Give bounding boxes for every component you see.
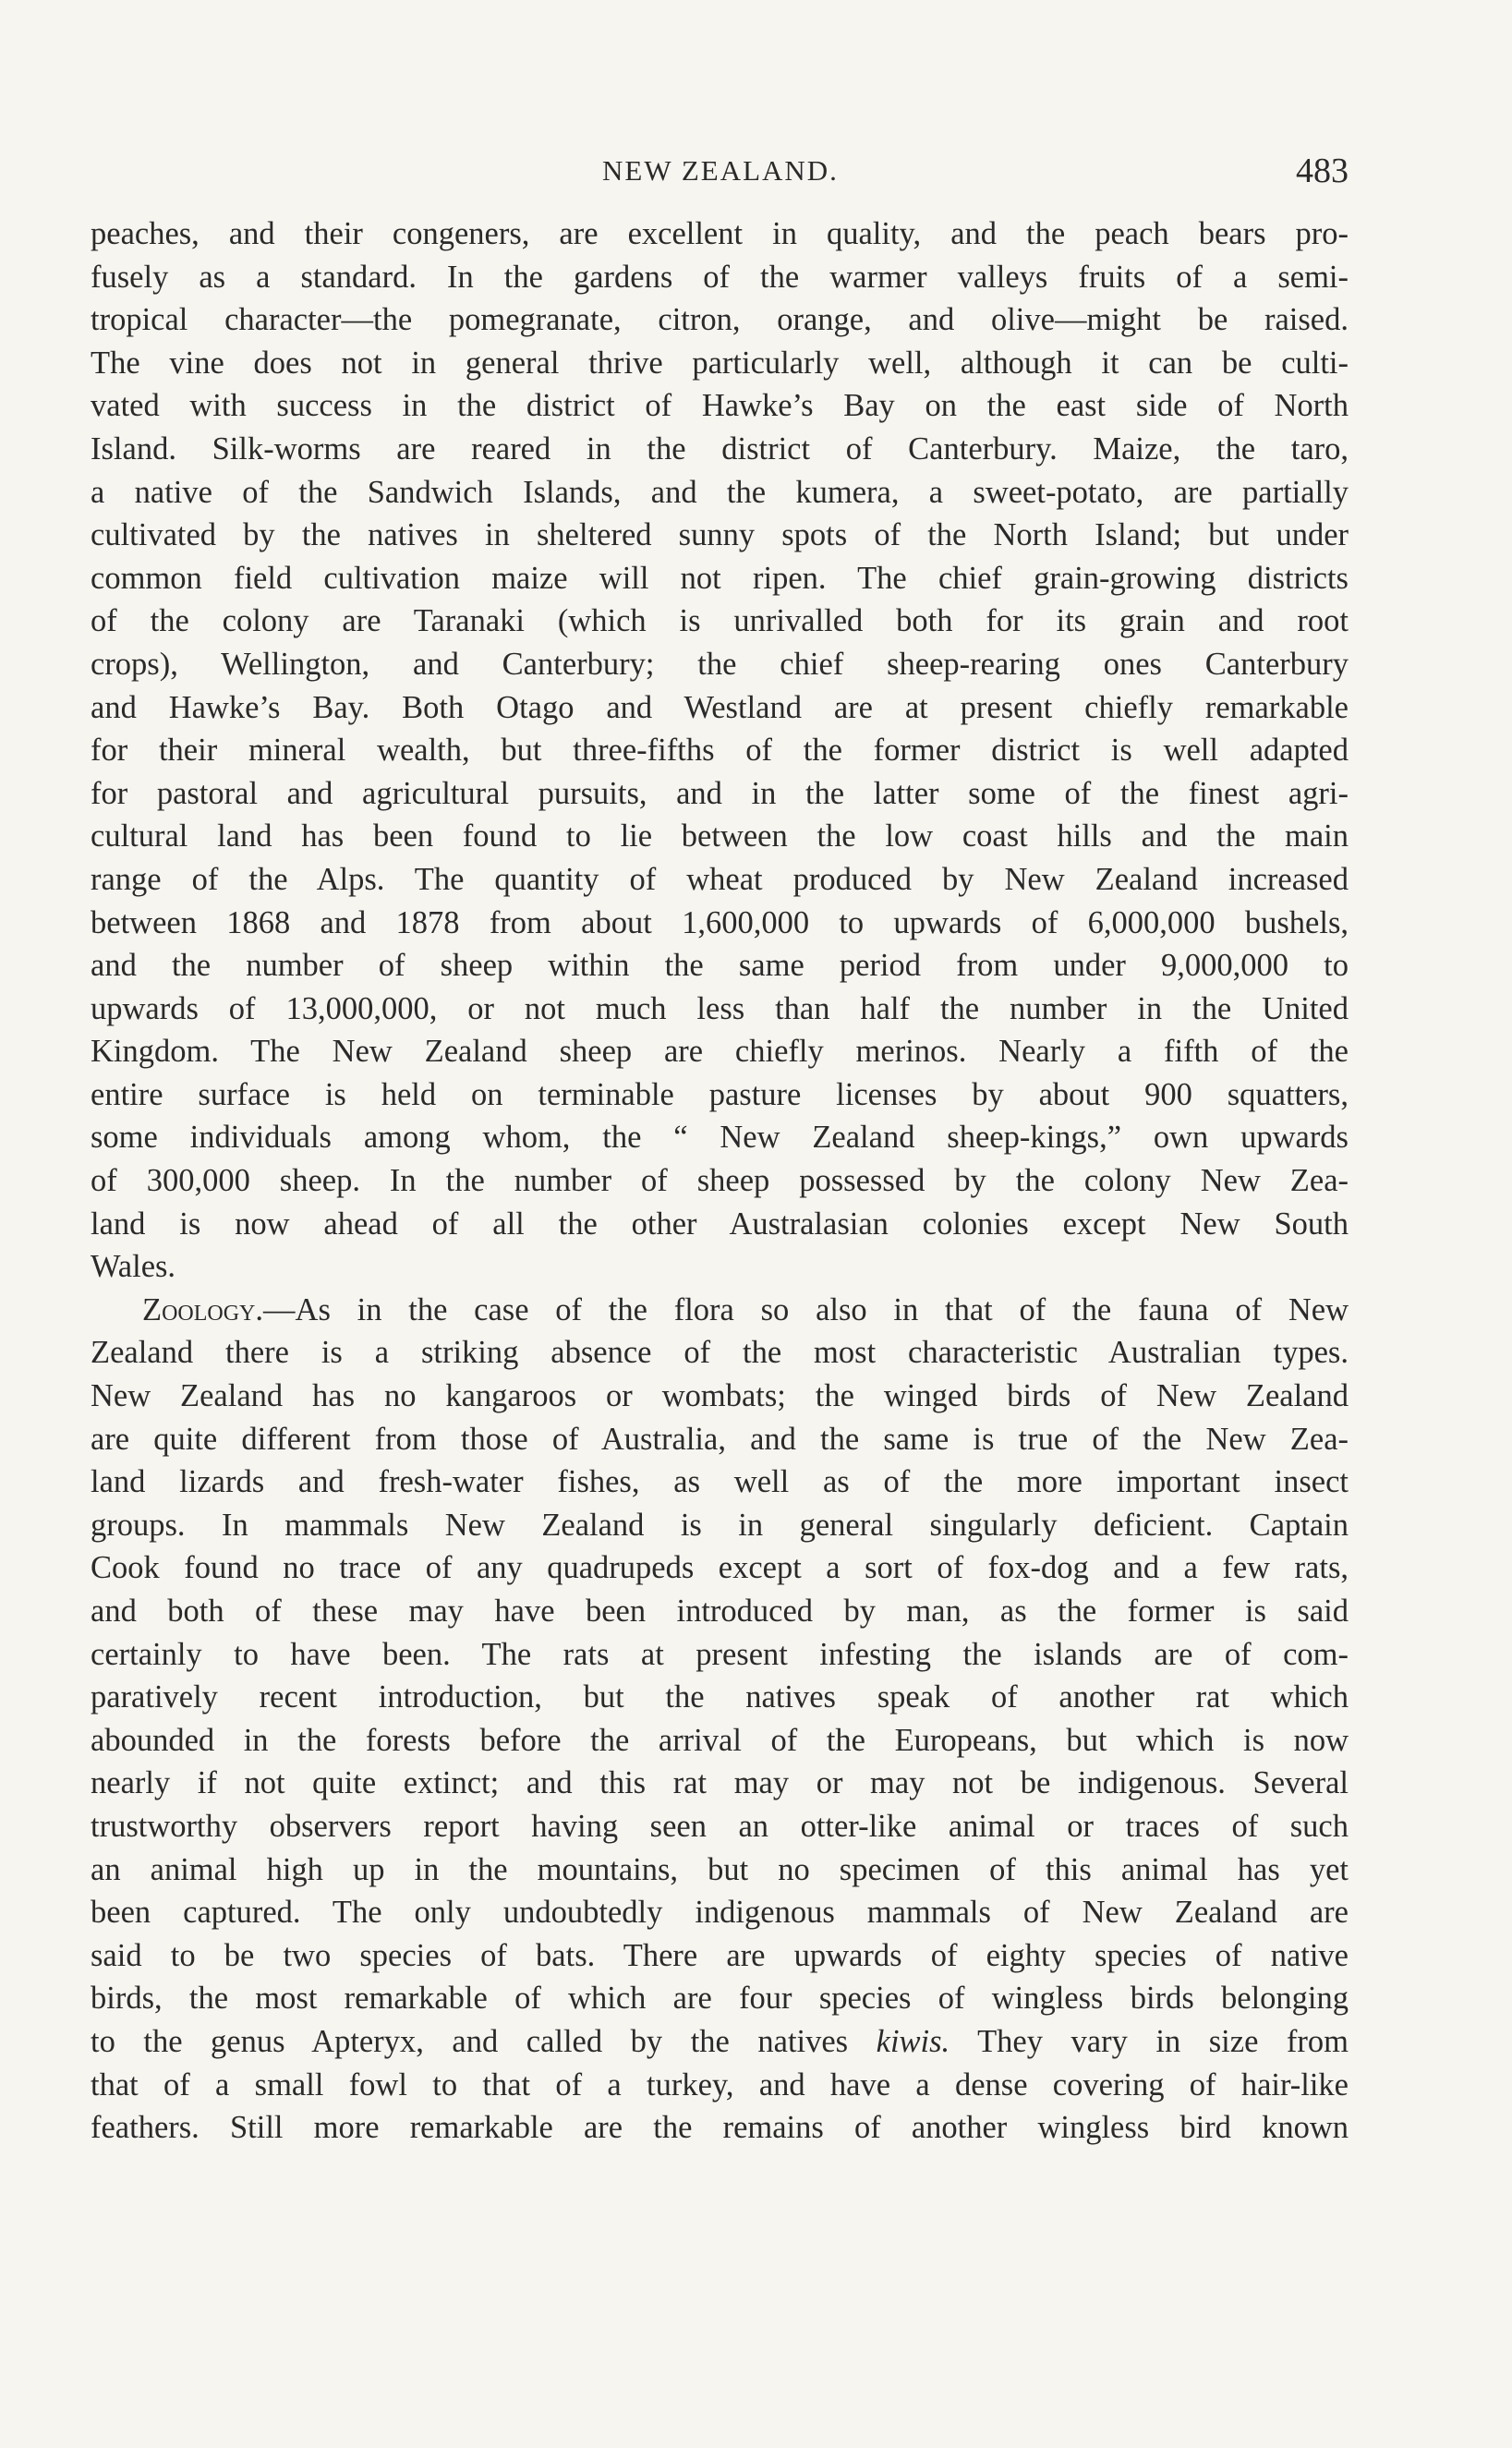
text-line: fusely as a standard. In the gardens of the warmer valleys fruits of a semi-: [91, 259, 1349, 295]
zoology-first-line-text: —As in the case of the flora so also in that of the fauna of New: [263, 1291, 1349, 1327]
text-line: Wales.: [91, 1249, 176, 1285]
kiwi-word: kiwis.: [876, 2023, 950, 2059]
text-line: range of the Alps. The quantity of wheat produced by New Zealand increased: [91, 861, 1349, 897]
text-line: a native of the Sandwich Islands, and the kumera, a sweet-potato, are partially: [91, 474, 1349, 510]
text-line: birds, the most remarkable of which are four species of wingless birds belonging: [91, 1981, 1349, 2017]
text-line: said to be two species of bats. There are upwards of eighty species of native: [91, 1937, 1349, 1973]
text-line: Kingdom. The New Zealand sheep are chiefly merinos. Nearly a fifth of the: [91, 1034, 1349, 1070]
kiwi-line-after: They vary in size from: [950, 2023, 1349, 2059]
text-line: for their mineral wealth, but three-fifths of the former district is well adapted: [91, 733, 1349, 769]
text-line: for pastoral and agricultural pursuits, and in the latter some of the finest agri-: [91, 775, 1349, 811]
running-head-title: NEW ZEALAND.: [602, 154, 839, 187]
text-line: certainly to have been. The rats at present infesting the islands are of com-: [91, 1636, 1349, 1672]
zoology-heading: Zoology.: [142, 1291, 264, 1327]
text-line: been captured. The only undoubtedly indigenous mammals of New Zealand are: [91, 1895, 1349, 1931]
text-line: are quite different from those of Australia, and the same is true of the New Zea-: [91, 1421, 1349, 1457]
text-line: groups. In mammals New Zealand is in general singularly deficient. Captain: [91, 1507, 1349, 1543]
text-line: some individuals among whom, the “ New Zealand sheep-kings,” own upwards: [91, 1120, 1349, 1156]
text-line: The vine does not in general thrive particularly well, although it can be culti-: [91, 345, 1349, 381]
body-text: [91, 212, 1349, 2150]
text-line: paratively recent introduction, but the natives speak of another rat which: [91, 1679, 1349, 1715]
text-line: that of a small fowl to that of a turkey, and have a dense covering of hair-like: [91, 2066, 1349, 2103]
text-line: and Hawke’s Bay. Both Otago and Westland are at present chiefly remarkable: [91, 689, 1349, 725]
kiwi-line-before: to the genus Apteryx, and called by the natives: [91, 2023, 877, 2059]
text-line: Zealand there is a striking absence of the most characteristic Australian types.: [91, 1335, 1349, 1371]
text-line: feathers. Still more remarkable are the remains of another wingless bird known: [91, 2110, 1349, 2146]
text-line: Island. Silk-worms are reared in the district of Canterbury. Maize, the taro,: [91, 430, 1349, 467]
text-line: cultivated by the natives in sheltered sunny spots of the North Island; but under: [91, 517, 1349, 553]
text-line: vated with success in the district of Hawke’s Bay on the east side of North: [91, 388, 1349, 424]
text-line: cultural land has been found to lie between the low coast hills and the main: [91, 818, 1349, 854]
page-number: 483: [1296, 151, 1349, 190]
text-line: an animal high up in the mountains, but no specimen of this animal has yet: [91, 1851, 1349, 1887]
text-line: land lizards and fresh-water fishes, as well as of the more important insect: [91, 1464, 1349, 1500]
text-line: Cook found no trace of any quadrupeds except a sort of fox-dog and a few rats,: [91, 1550, 1349, 1586]
text-line: nearly if not quite extinct; and this rat may or may not be indigenous. Several: [91, 1765, 1349, 1801]
text-line: peaches, and their congeners, are excellent in quality, and the peach bears pro-: [91, 216, 1349, 251]
text-line: land is now ahead of all the other Australasian colonies except New South: [91, 1206, 1349, 1242]
text-line: tropical character—the pomegranate, citron, orange, and olive—might be raised.: [91, 302, 1349, 338]
text-line: and the number of sheep within the same period from under 9,000,000 to: [91, 948, 1349, 984]
text-line: trustworthy observers report having seen an otter-like animal or traces of such: [91, 1808, 1349, 1844]
text-line: and both of these may have been introduced by man, as the former is said: [91, 1594, 1349, 1629]
text-line: abounded in the forests before the arrival of the Europeans, but which is now: [91, 1722, 1349, 1758]
text-line: common field cultivation maize will not ripen. The chief grain-growing districts: [91, 560, 1349, 596]
text-line: New Zealand has no kangaroos or wombats; the winged birds of New Zealand: [91, 1378, 1349, 1414]
kiwi-line: [91, 2020, 1349, 2064]
text-line: crops), Wellington, and Canterbury; the chief sheep-rearing ones Canterbury: [91, 646, 1349, 682]
running-head: [92, 148, 1349, 194]
text-line: between 1868 and 1878 from about 1,600,000 to upwards of 6,000,000 bushels,: [91, 904, 1349, 940]
text-line: entire surface is held on terminable pasture licenses by about 900 squatters,: [91, 1076, 1349, 1112]
zoology-paragraph-start: [91, 1289, 1349, 1332]
text-line: upwards of 13,000,000, or not much less than half the number in the United: [91, 990, 1349, 1026]
text-line: of the colony are Taranaki (which is unrivalled both for its grain and root: [91, 603, 1349, 639]
text-line: of 300,000 sheep. In the number of sheep possessed by the colony New Zea-: [91, 1163, 1349, 1199]
